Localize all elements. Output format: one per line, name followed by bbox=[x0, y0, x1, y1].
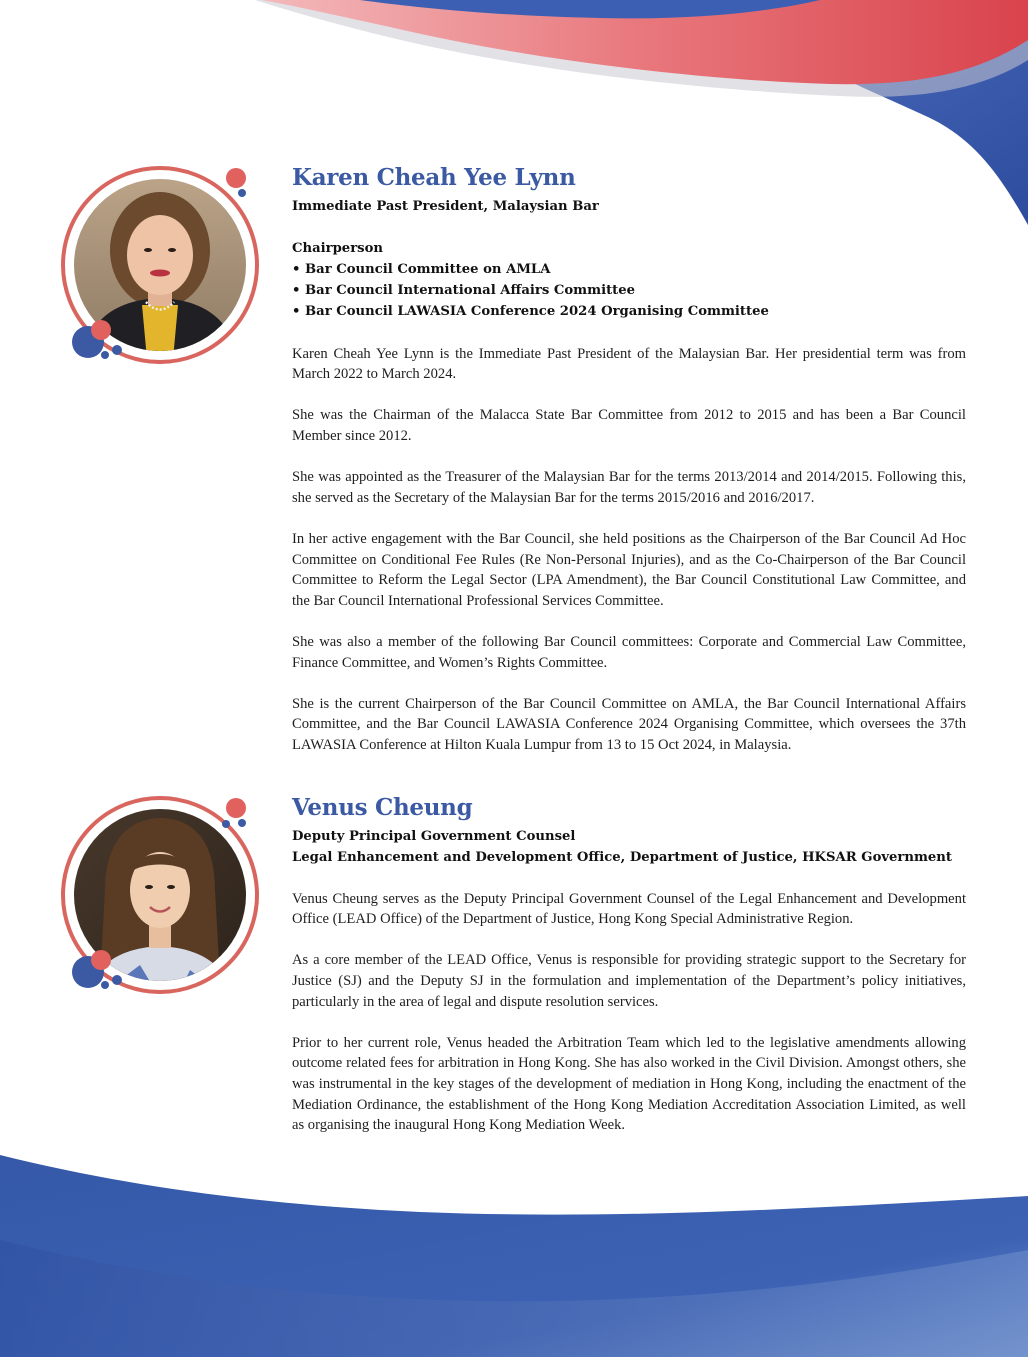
profile-name: Karen Cheah Yee Lynn bbox=[292, 164, 576, 191]
profile-title: Deputy Principal Government Counsel bbox=[292, 828, 576, 844]
profile-text bbox=[292, 164, 966, 755]
profile-photo bbox=[60, 160, 270, 370]
bio-paragraph: She was appointed as the Treasurer of the Malaysian Bar for the terms 2013/2014 and 2014/2015. Following this, she served as the Secretary of the Malaysian Bar for the terms 2015/2016 and 2016/2017. bbox=[292, 469, 966, 506]
bio-paragraph: Prior to her current role, Venus headed the Arbitration Team which led to the legislative amendments allowing outcome related fees for arbitration in Hong Kong. She has also worked in the Civil Division. Amongst others, she was instrumental in the key stages of the development of mediation in Hong Kong, including the enactment of the Mediation Ordinance, the establishment of the Hong Kong Mediation Accreditation Association Limited, as well as organising the inaugural Hong Kong Mediation Week. bbox=[292, 1034, 966, 1134]
portrait-avatar bbox=[60, 160, 270, 370]
bio-paragraph: She is the current Chairperson of the Bar Council Committee on AMLA, the Bar Council International Affairs Committee, and the Bar Council LAWASIA Conference 2024 Organising Committee, which oversees the 37th LAWASIA Conference at Hilton Kuala Lumpur from 13 to 15 Oct 2024, in Malaysia. bbox=[292, 695, 966, 753]
profile-title: Legal Enhancement and Development Office, Department of Justice, HKSAR Government bbox=[292, 849, 952, 865]
bio-paragraph: As a core member of the LEAD Office, Venus is responsible for providing strategic support to the Secretary for Justice (SJ) and the Deputy SJ in the formulation and implementation of the Department’s policy initiatives, particularly in the area of legal and dispute resolution services. bbox=[292, 952, 966, 1010]
profile-title: Immediate Past President, Malaysian Bar bbox=[292, 198, 599, 214]
committee-item: • Bar Council Committee on AMLA bbox=[292, 261, 551, 277]
profile-photo bbox=[60, 790, 270, 1000]
portrait-avatar bbox=[60, 790, 270, 1000]
role-heading: Chairperson bbox=[292, 240, 383, 256]
bio-paragraph: In her active engagement with the Bar Council, she held positions as the Chairperson of the Bar Council Ad Hoc Committee on Conditional Fee Rules (Re Non-Personal Injuries), and as the Co-Chairperson of the Bar Council Committee to Reform the Legal Sector (LPA Amendment), the Bar Council Constitutional Law Committee, and the Bar Council International Professional Services Committee. bbox=[292, 530, 966, 609]
bio-paragraph: She was the Chairman of the Malacca State Bar Committee from 2012 to 2015 and has been a Bar Council Member since 2012. bbox=[292, 407, 966, 444]
profile-text bbox=[292, 794, 966, 1136]
committee-item: • Bar Council LAWASIA Conference 2024 Organising Committee bbox=[292, 303, 769, 319]
bio-paragraph: Karen Cheah Yee Lynn is the Immediate Past President of the Malaysian Bar. Her presidential term was from March 2022 to March 2024. bbox=[292, 345, 966, 383]
bio-paragraph: Venus Cheung serves as the Deputy Principal Government Counsel of the Legal Enhancement and Development Office (LEAD Office) of the Department of Justice, Hong Kong Special Administrative Region. bbox=[292, 890, 966, 928]
bio-paragraph: She was also a member of the following Bar Council committees: Corporate and Commercial Law Committee, Finance Committee, and Women’s Rights Committee. bbox=[292, 633, 966, 671]
profile-name: Venus Cheung bbox=[292, 794, 473, 821]
committee-item: • Bar Council International Affairs Committee bbox=[292, 282, 636, 298]
